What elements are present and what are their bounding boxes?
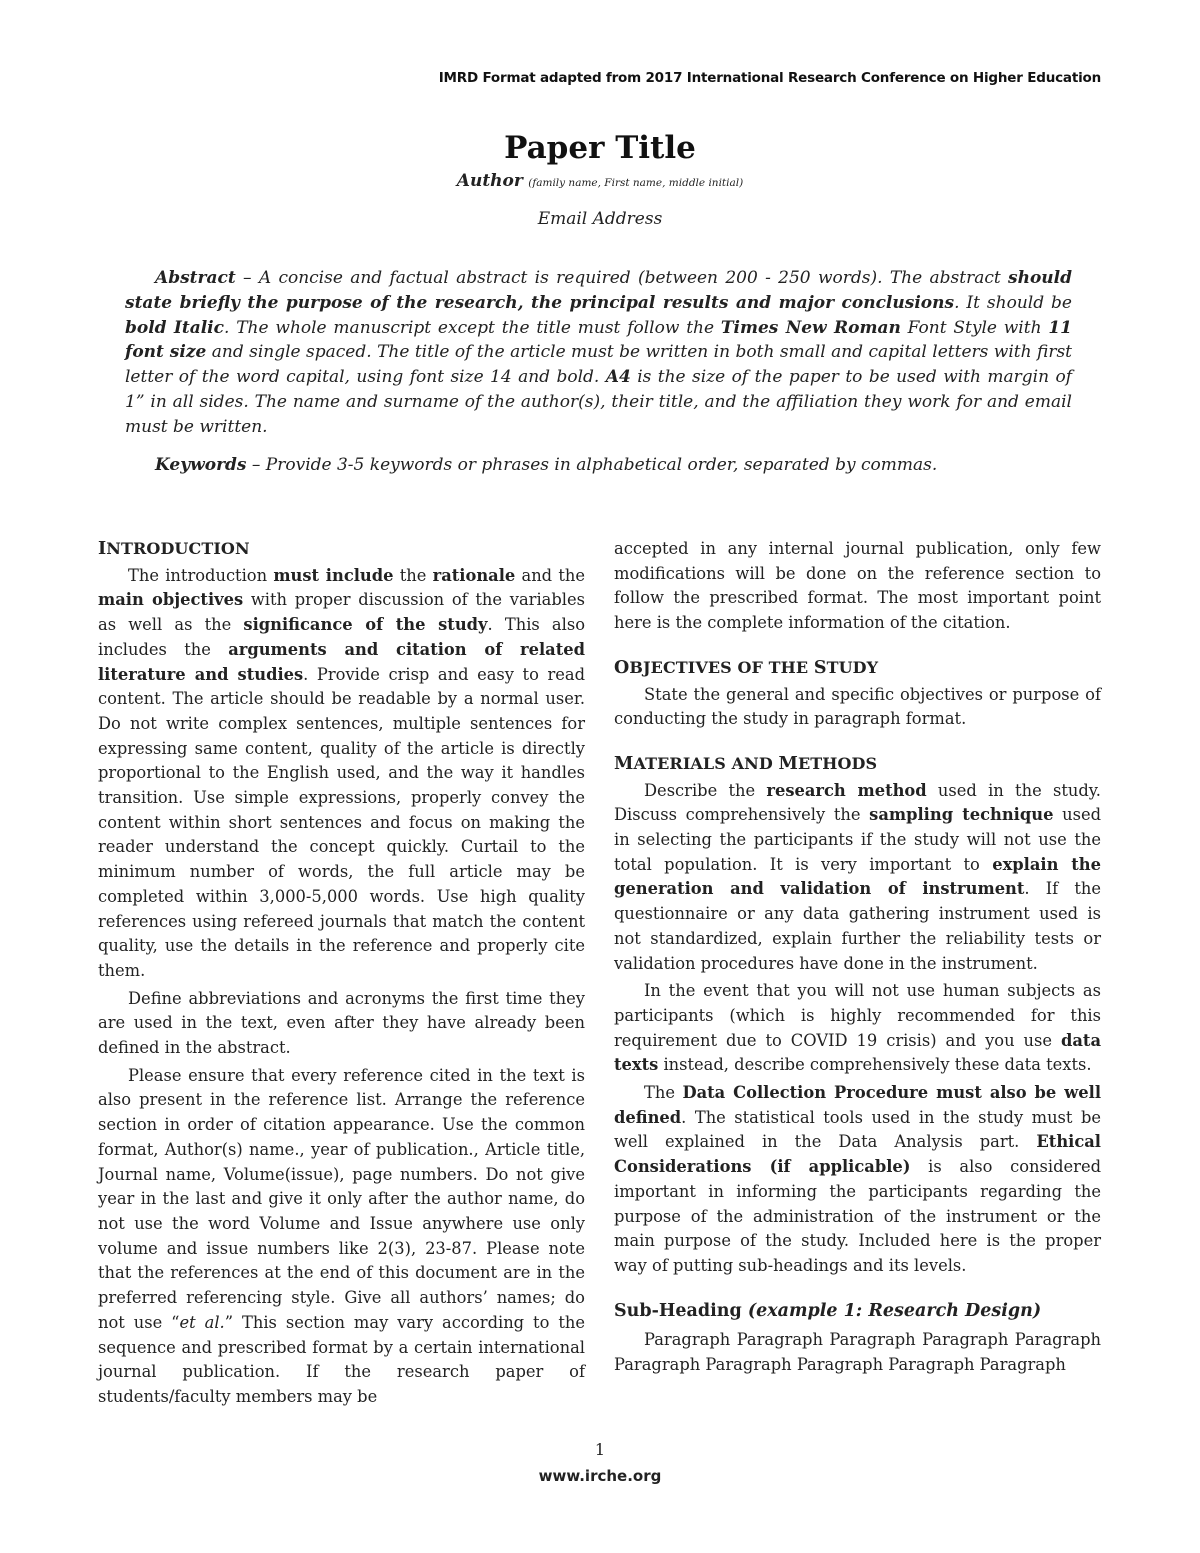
methods-paragraph-1: Describe the research method used in the study. Discuss comprehensively the sampling technique used in selecting the participants if the study will not use the total population. It is very important to explain the generation and validation of instrument. If the questionnaire or any data gathering instrument used is not standardized, explain further the reliability tests or validation procedures have done in the instrument. [614,780,1101,973]
materials-methods-heading: MATERIALS AND METHODS [614,753,878,774]
page-footer [0,1438,1200,1488]
intro-continuation: accepted in any internal journal publication, only few modifications will be done on the reference section to follow the prescribed format. The most important point here is the complete information of the citation. [614,539,1101,633]
author-name: Author [456,171,523,191]
intro-paragraph-2: Define abbreviations and acronyms the first time they are used in the text, even after they have already been defined in the abstract. [98,988,585,1058]
abstract-paragraph: Abstract – A concise and factual abstract is required (between 200 - 250 words). The abstract should state briefly the purpose of the research, the principal results and major conclusions. It should be bold Italic. The whole manuscript except the title must follow the Times New Roman Font Style with 11 font size and single spaced. The title of the article must be written in both small and capital letters with first letter of the word capital, using font size 14 and bold. A4 is the size of the paper to be used with margin of 1” in all sides. The name and surname of the author(s), their title, and the affiliation they work for and email must be written. [125,268,1073,437]
email-address: Email Address [537,209,663,229]
author-line [0,170,1200,194]
right-column [614,537,1101,1381]
paper-title: Paper Title [504,130,696,166]
methods-paragraph-2: In the event that you will not use human subjects as participants (which is highly recommended for this requirement due to COVID 19 crisis) and you use data texts instead, describe comprehensively these data texts. [614,981,1101,1075]
keywords-paragraph: Keywords – Provide 3-5 keywords or phrases in alphabetical order, separated by commas. [155,454,938,475]
title-block [0,128,1200,230]
page-number: 1 [594,1440,606,1459]
keywords-label: Keywords [155,454,247,475]
methods-paragraph-3: The Data Collection Procedure must also be well defined. The statistical tools used in the study must be well explained in the Data Analysis part. Ethical Considerations (if applicable) is also considered important in informing the participants regarding the purpose of the administration of the instrument or the main purpose of the study. Included here is the proper way of putting sub-headings and its levels. [614,1083,1102,1275]
running-header: IMRD Format adapted from 2017 International Research Conference on Higher Education [438,70,1101,86]
introduction-heading: INTRODUCTION [98,539,250,559]
sub-heading-paragraph: Paragraph Paragraph Paragraph Paragraph Paragraph Paragraph Paragraph Paragraph Paragraph Paragraph [614,1330,1101,1375]
objectives-heading: OBJECTIVES OF THE STUDY [614,657,879,678]
abstract-label: Abstract [155,268,236,288]
intro-paragraph-1: The introduction must include the rationale and the main objectives with proper discussion of the variables as well as the significance of the study. This also includes the arguments and citation of related literature and studies. Provide crisp and easy to read content. The article should be readable by a normal user. Do not write complex sentences, multiple sentences for expressing same content, quality of the article is directly proportional to the English used, and the way it handles transition. Use simple expressions, properly convey the content within short sentences and focus on making the reader understand the concept quickly. Curtail to the minimum number of words, the full article may be completed within 3,000-5,000 words. Use high quality references using refereed journals that match the content quality, use the details in the reference and properly cite them. [98,565,586,980]
footer-website: www.irche.org [538,1467,662,1485]
author-note: (family name, First name, middle initial) [528,177,744,189]
intro-paragraph-3: Please ensure that every reference cited in the text is also present in the reference list. Arrange the reference section in order of citation appearance. Use the common format, Author(s) name., year of publication., Article title, Journal name, Volume(issue), page numbers. Do not give year in the last and give it only after the author name, do not use the word Volume and Issue anywhere use only volume and issue numbers like 2(3), 23-87. Please note that the references at the end of this document are in the preferred referencing style. Give all authors’ names; do not use “et al.” This section may vary according to the sequence and prescribed format by a certain international journal publication. If the research paper of students/faculty members may be [98,1065,585,1406]
abstract-block [125,266,1072,477]
left-column [98,537,585,1413]
sub-heading: Sub-Heading (example 1: Research Design) [614,1300,1042,1321]
objectives-paragraph: State the general and specific objectives or purpose of conducting the study in paragraph format. [614,684,1101,729]
